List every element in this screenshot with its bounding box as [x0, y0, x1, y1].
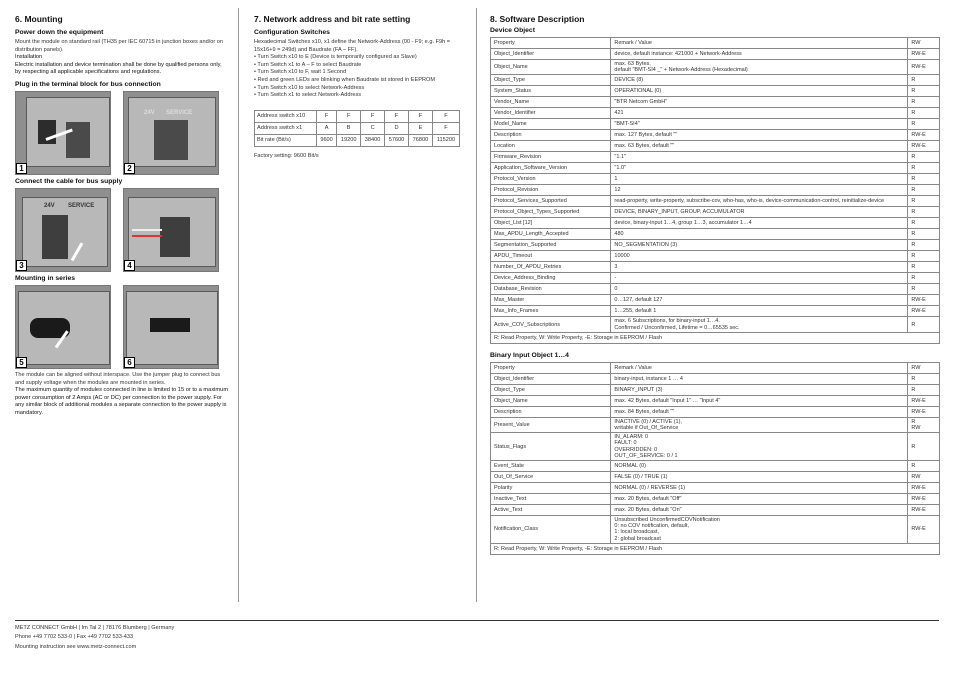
table-cell: "1.0"	[611, 163, 908, 174]
table-header-row	[491, 38, 940, 49]
table-cell: Active_COV_Subscriptions	[491, 317, 611, 332]
table-row	[491, 163, 940, 174]
table-cell: "BTR Netcom GmbH"	[611, 97, 908, 108]
table-cell: R	[908, 163, 940, 174]
table-cell: R	[908, 229, 940, 240]
table-row	[491, 472, 940, 483]
instruction-item: • Turn Switch x1 to select Network-Address	[254, 92, 362, 99]
table-row	[491, 284, 940, 295]
table-row	[491, 49, 940, 60]
table-cell: R	[908, 185, 940, 196]
table-cell: RW-E	[908, 60, 940, 75]
table-row	[491, 384, 940, 395]
table-cell: RW-E	[908, 494, 940, 505]
table-cell: Status_Flags	[491, 433, 611, 461]
table-cell: Event_State	[491, 461, 611, 472]
table-cell: R	[908, 97, 940, 108]
hex-switch-text: Hexadecimal Switches x10, x1 define the Network-Address (00 - F9; e.g. F9h = 15x16+9 = 249d) and Baudrate (FA – FF).	[254, 39, 451, 53]
table-cell: R	[908, 218, 940, 229]
table-row	[491, 461, 940, 472]
table-cell: Segmentation_Supported	[491, 240, 611, 251]
device-object-title: Device Object	[490, 27, 535, 34]
instruction-item: • Turn Switch x10 to E (Device is temporarily configured as Slave)	[254, 54, 417, 61]
footer-phone: Phone +49 7702 533-0 | Fax +49 7702 533-433	[15, 634, 134, 641]
table-cell: RW-E	[908, 395, 940, 406]
footer-instruction-link: Mounting instruction see www.metz-connect.com	[15, 643, 137, 650]
config-switches-subheading: Configuration Switches	[254, 29, 330, 36]
table-cell: R	[908, 119, 940, 130]
table-cell: R	[908, 174, 940, 185]
table-cell: R	[908, 86, 940, 97]
instruction-item: • Turn Switch x10 to select Network-Address	[254, 84, 365, 91]
table-row	[491, 97, 940, 108]
table-cell: 9600	[316, 134, 336, 146]
footer	[15, 624, 174, 652]
table-row	[491, 86, 940, 97]
photo-row-3	[15, 285, 229, 369]
instruction-item: • Turn Switch x10 to F, wait 1 Second	[254, 69, 347, 76]
photo-1	[15, 91, 111, 175]
table-cell: R	[908, 152, 940, 163]
table-legend: R: Read Property, W: Write Property, -E: Storage in EEPROM / Flash	[491, 543, 940, 554]
table-row	[255, 134, 460, 146]
table-cell: 0	[611, 284, 908, 295]
table-cell: Vendor_Name	[491, 97, 611, 108]
photo-3: 24V SERVICE 3	[15, 188, 111, 272]
table-cell: IN_ALARM: 0 FAULT: 0 OVERRIDDEN: 0 OUT_OF_SERVICE: 0 / 1	[611, 433, 908, 461]
table-row	[491, 494, 940, 505]
table-cell: Remark / Value	[611, 362, 908, 373]
switch-instructions	[254, 54, 466, 100]
table-cell: max. 63 Bytes, default "BMT-SI4 _" + Network-Address (Hexadecimal)	[611, 60, 908, 75]
connect-cable-subheading: Connect the cable for bus supply	[15, 177, 123, 185]
table-row	[491, 251, 940, 262]
mounting-section	[15, 6, 229, 418]
photo-number: 4	[124, 260, 135, 271]
table-cell: BINARY_INPUT (3)	[611, 384, 908, 395]
table-row	[491, 196, 940, 207]
table-row	[491, 119, 940, 130]
table-cell: RW-E	[908, 49, 940, 60]
photo-5	[15, 285, 111, 369]
table-cell: RW-E	[908, 505, 940, 516]
table-cell: device, default instance: 421000 + Network-Address	[611, 49, 908, 60]
table-cell: R	[908, 207, 940, 218]
table-cell: max. 6 Subscriptions, for binary-input 1…4. Confirmed / Unconfirmed, Lifetime = 0…65535 sec.	[611, 317, 908, 332]
table-row	[491, 152, 940, 163]
table-cell: max. 20 Bytes, default "On"	[611, 505, 908, 516]
table-cell: DEVICE (8)	[611, 75, 908, 86]
network-heading: 7. Network address and bit rate setting	[254, 14, 411, 24]
table-cell: F	[316, 110, 336, 122]
table-cell: R	[908, 384, 940, 395]
table-row	[491, 516, 940, 544]
table-cell: device, binary-input 1…4, group 1…3, accumulator 1…4	[611, 218, 908, 229]
binary-input-table	[490, 362, 940, 555]
table-cell: RW-E	[908, 130, 940, 141]
table-cell: D	[385, 122, 409, 134]
table-cell: RW-E	[908, 306, 940, 317]
table-cell: Object_Type	[491, 384, 611, 395]
table-cell: 480	[611, 229, 908, 240]
table-row	[491, 60, 940, 75]
photo-number: 3	[16, 260, 27, 271]
table-cell: RW-E	[908, 295, 940, 306]
photo-number: 2	[124, 163, 135, 174]
table-cell: Property	[491, 362, 611, 373]
table-cell: R	[908, 75, 940, 86]
table-cell: OPERATIONAL (0)	[611, 86, 908, 97]
table-cell: INACTIVE (0) / ACTIVE (1), writable if Out_Of_Service	[611, 417, 908, 432]
table-cell: A	[316, 122, 336, 134]
table-cell: Active_Text	[491, 505, 611, 516]
table-cell: APDU_Timeout	[491, 251, 611, 262]
table-cell: Address switch x1	[255, 122, 317, 134]
table-cell: 1…255, default 1	[611, 306, 908, 317]
table-legend-row	[491, 543, 940, 554]
table-cell: R	[908, 251, 940, 262]
table-cell: Max_Info_Frames	[491, 306, 611, 317]
table-cell: R	[908, 373, 940, 384]
table-cell: R	[908, 317, 940, 332]
plug-terminal-subheading: Plug in the terminal block for bus connection	[15, 80, 161, 88]
footer-divider	[15, 620, 939, 621]
table-cell: R	[908, 240, 940, 251]
table-cell: RW	[908, 38, 940, 49]
table-cell: F	[432, 110, 459, 122]
table-cell: 3	[611, 262, 908, 273]
table-cell: 76800	[408, 134, 432, 146]
photo-number: 6	[124, 357, 135, 368]
table-cell: max. 127 Bytes, default ""	[611, 130, 908, 141]
table-cell: RW	[908, 472, 940, 483]
table-row	[491, 406, 940, 417]
table-cell: Polarity	[491, 483, 611, 494]
photo-row-1	[15, 91, 229, 175]
table-cell: Bit rate (Bit/s)	[255, 134, 317, 146]
mounting-heading: 6. Mounting	[15, 14, 63, 24]
table-cell: Database_Revision	[491, 284, 611, 295]
address-table	[254, 110, 460, 147]
table-row	[491, 295, 940, 306]
table-cell: "1.1"	[611, 152, 908, 163]
table-row	[491, 483, 940, 494]
photo-2: 24V SERVICE 2	[123, 91, 219, 175]
table-row	[491, 262, 940, 273]
table-legend-row	[491, 332, 940, 343]
table-row	[491, 417, 940, 432]
table-cell: read-property, write-property, subscribe-cov, who-has, who-is, device-communication-control, reinitialize-device	[611, 196, 908, 207]
table-cell: Object_Name	[491, 60, 611, 75]
table-row	[491, 240, 940, 251]
device-object-table	[490, 37, 940, 344]
table-cell: Device_Address_Binding	[491, 273, 611, 284]
table-cell: NORMAL (0) / REVERSE (1)	[611, 483, 908, 494]
table-cell: Protocol_Revision	[491, 185, 611, 196]
table-cell: Firmware_Revision	[491, 152, 611, 163]
table-cell: Notification_Class	[491, 516, 611, 544]
power-down-subheading: Power down the equipment	[15, 29, 104, 36]
mount-text: Mount the module on standard rail (TH35 per IEC 60715 in junction boxes and/or on distribution panels).	[15, 39, 224, 53]
table-cell: 115200	[432, 134, 459, 146]
table-row	[491, 141, 940, 152]
table-cell: F	[432, 122, 459, 134]
table-cell: F	[385, 110, 409, 122]
table-cell: FALSE (0) / TRUE (1)	[611, 472, 908, 483]
table-cell: F	[408, 110, 432, 122]
table-cell: 1	[611, 174, 908, 185]
factory-setting: Factory setting: 9600 Bit/s	[254, 152, 319, 159]
table-cell: max. 42 Bytes, default "Input 1" … "Input 4"	[611, 395, 908, 406]
table-row	[491, 433, 940, 461]
photo-number: 1	[16, 163, 27, 174]
photo-6	[123, 285, 219, 369]
table-cell: Model_Name	[491, 119, 611, 130]
table-cell: R	[908, 461, 940, 472]
table-cell: Inactive_Text	[491, 494, 611, 505]
table-cell: Object_Type	[491, 75, 611, 86]
table-cell: Property	[491, 38, 611, 49]
software-heading: 8. Software Description	[490, 14, 585, 24]
table-cell: Unsubscribed UnconfirmedCOVNotification 0: no COV notification, default, 1: local broadcast, 2: global broadcast	[611, 516, 908, 544]
align-text: The module can be aligned without interspace. Use the jumper plug to connect bus and supply voltage when the modules are mounted in series.	[15, 371, 221, 386]
table-cell: Description	[491, 406, 611, 417]
table-row	[491, 207, 940, 218]
table-cell: 12	[611, 185, 908, 196]
table-cell: max. 20 Bytes, default "Off"	[611, 494, 908, 505]
table-cell: F	[337, 110, 361, 122]
table-cell: RW-E	[908, 483, 940, 494]
table-cell: Max_APDU_Length_Accepted	[491, 229, 611, 240]
table-cell: 0…127, default 127	[611, 295, 908, 306]
table-row	[491, 395, 940, 406]
table-row	[491, 317, 940, 332]
table-cell: System_Status	[491, 86, 611, 97]
table-cell: Out_Of_Service	[491, 472, 611, 483]
instruction-item: • Turn Switch x1 to A – F to select Baudrate	[254, 61, 362, 68]
table-cell: NORMAL (0)	[611, 461, 908, 472]
table-cell: DEVICE, BINARY_INPUT, GROUP, ACCUMULATOR	[611, 207, 908, 218]
binary-input-title: Binary Input Object 1…4	[490, 351, 569, 359]
table-cell: RW-E	[908, 516, 940, 544]
table-header-row	[491, 362, 940, 373]
table-row	[491, 306, 940, 317]
table-cell: E	[408, 122, 432, 134]
table-row	[491, 218, 940, 229]
table-cell: Protocol_Services_Supported	[491, 196, 611, 207]
table-cell: Remark / Value	[611, 38, 908, 49]
table-cell: R	[908, 273, 940, 284]
table-cell: B	[337, 122, 361, 134]
table-row	[491, 185, 940, 196]
mounting-series-subheading: Mounting in series	[15, 274, 76, 282]
table-cell: Number_Of_APDU_Retries	[491, 262, 611, 273]
table-cell: binary-input, instance 1 … 4	[611, 373, 908, 384]
table-row	[491, 229, 940, 240]
instruction-item: • Red and green LEDs are blinking when Baudrate ist stored in EEPROM	[254, 76, 436, 83]
table-cell: R	[908, 108, 940, 119]
table-cell: 421	[611, 108, 908, 119]
table-cell: R	[908, 262, 940, 273]
table-cell: Object_Identifier	[491, 49, 611, 60]
installation-text: Electric installation and device termination shall be done by qualified persons only, by respecting all applicable specifications and regulations.	[15, 61, 222, 76]
table-row	[491, 130, 940, 141]
table-cell: 19200	[337, 134, 361, 146]
table-cell: Location	[491, 141, 611, 152]
table-cell: Object_List [12]	[491, 218, 611, 229]
software-section	[490, 6, 940, 555]
table-row	[255, 122, 460, 134]
table-row	[491, 273, 940, 284]
table-cell: R	[908, 284, 940, 295]
table-cell: -	[611, 273, 908, 284]
table-cell: RW-E	[908, 406, 940, 417]
footer-address: METZ CONNECT GmbH | Im Tal 2 | 78176 Blumberg | Germany	[15, 625, 175, 631]
table-cell: 38400	[361, 134, 385, 146]
table-cell: "BMT-SI4"	[611, 119, 908, 130]
table-cell: F	[361, 110, 385, 122]
table-cell: NO_SEGMENTATION (3)	[611, 240, 908, 251]
table-cell: C	[361, 122, 385, 134]
table-row	[491, 505, 940, 516]
table-cell: max. 84 Bytes, default ""	[611, 406, 908, 417]
network-section	[254, 6, 466, 160]
table-cell: Object_Name	[491, 395, 611, 406]
table-cell: 57600	[385, 134, 409, 146]
table-cell: Vendor_Identifier	[491, 108, 611, 119]
table-cell: R	[908, 196, 940, 207]
table-cell: Application_Software_Version	[491, 163, 611, 174]
table-row	[491, 108, 940, 119]
photo-4	[123, 188, 219, 272]
table-cell: Present_Value	[491, 417, 611, 432]
photo-number: 5	[16, 357, 27, 368]
table-cell: Object_Identifier	[491, 373, 611, 384]
photo-row-2	[15, 188, 229, 272]
table-cell: 10000	[611, 251, 908, 262]
max-modules-text: The maximum quantity of modules connected in line is limited to 15 or to a maximum power consumption of 2 Amps (AC or DC) per connection to the power supply. For any similar block of additional modules a separate connection to the power supply is mandatory.	[15, 387, 229, 416]
table-cell: max. 63 Bytes, default ""	[611, 141, 908, 152]
table-row	[491, 174, 940, 185]
table-cell: RW	[908, 362, 940, 373]
table-row	[255, 110, 460, 122]
table-row	[491, 373, 940, 384]
installation-title: Installation	[15, 54, 43, 61]
table-cell: R RW	[908, 417, 940, 432]
table-cell: RW-E	[908, 141, 940, 152]
table-cell: Protocol_Version	[491, 174, 611, 185]
table-cell: R	[908, 433, 940, 461]
table-cell: Description	[491, 130, 611, 141]
table-cell: Max_Master	[491, 295, 611, 306]
table-cell: Protocol_Object_Types_Supported	[491, 207, 611, 218]
table-cell: Address switch x10	[255, 110, 317, 122]
table-row	[491, 75, 940, 86]
table-legend: R: Read Property, W: Write Property, -E: Storage in EEPROM / Flash	[491, 332, 940, 343]
